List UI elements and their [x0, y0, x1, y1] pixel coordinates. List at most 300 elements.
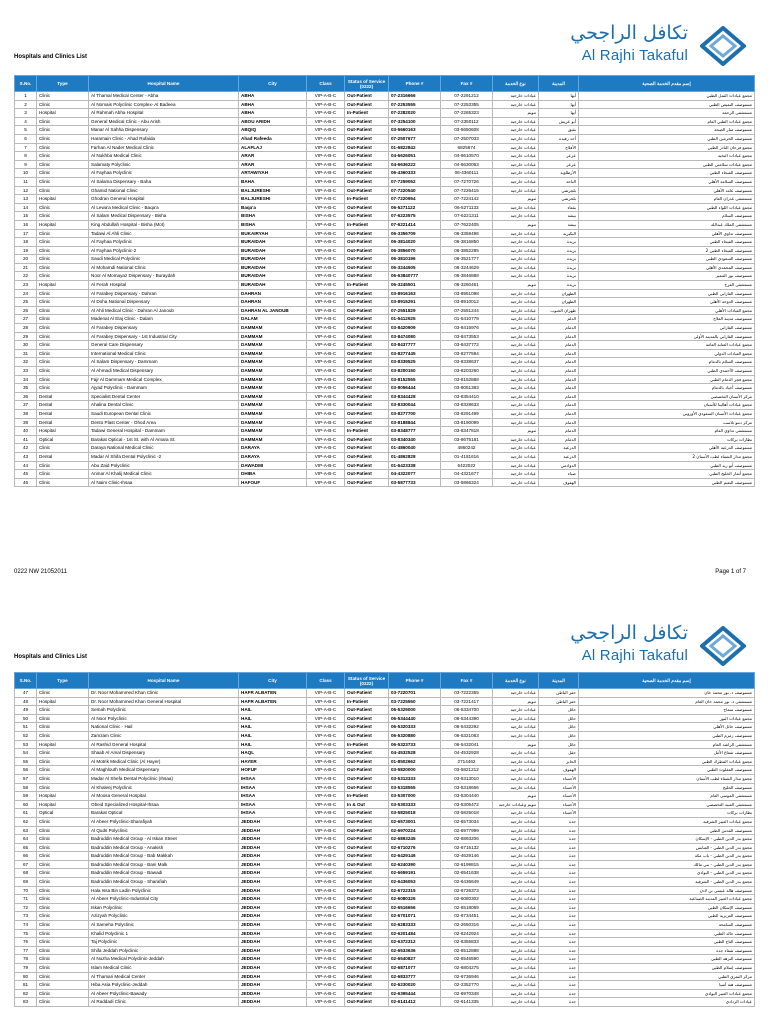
cell-service-type-ar: عيادات خارجية — [493, 706, 539, 715]
cell-sno: 76 — [15, 938, 37, 947]
table-row — [15, 697, 755, 706]
cell-class: VIP-A-B-C — [307, 160, 345, 169]
cell-provider-name-ar: مستوصف الخليج — [579, 783, 755, 792]
cell-status: Out-Patient — [345, 912, 389, 921]
cell-hospital-name: Al Abeer Polyclinic-Bawady — [89, 989, 239, 998]
cell-type: Clinic — [37, 989, 89, 998]
cell-class: VIP-A-B-C — [307, 117, 345, 126]
cell-status: Out-Patient — [345, 869, 389, 878]
cell-class: VIP-A-B-C — [307, 212, 345, 221]
cell-class: VIP-A-B-C — [307, 792, 345, 801]
cell-provider-name-ar: مستوصف النميص الطبي — [579, 100, 755, 109]
brand-name-english: Al Rajhi Takaful — [581, 647, 688, 664]
cell-provider-name-ar: مركز الأسنان التخصصي — [579, 392, 755, 401]
cell-status: Out-Patient — [345, 401, 389, 410]
cell-status: Out-Patient — [345, 375, 389, 384]
table-row — [15, 766, 755, 775]
cell-class: VIP-A-B-C — [307, 981, 345, 990]
cell-fax: 02-6573034 — [441, 817, 493, 826]
cell-status: In-Patient — [345, 281, 389, 290]
cell-city: JEDDAH — [239, 964, 307, 973]
cell-class: VIP-A-B-C — [307, 731, 345, 740]
cell-type: Clinic — [37, 886, 89, 895]
cell-provider-name-ar: نظارات بركات — [579, 809, 755, 818]
cell-sno: 37 — [15, 401, 37, 410]
column-header-provider-name-ar: إسم مقدم الخدمة الصحية — [579, 76, 755, 92]
cell-city-ar: بقعاء — [539, 203, 579, 212]
cell-sno: 36 — [15, 392, 37, 401]
cell-hospital-name: Al Ferah Hospital — [89, 281, 239, 290]
cell-sno: 28 — [15, 324, 37, 333]
cell-service-type-ar: عيادات خارجية — [493, 392, 539, 401]
cell-status: In-Patient — [345, 740, 389, 749]
cell-provider-name-ar: مجمع العيادات الأهلي — [579, 306, 755, 315]
cell-provider-name-ar: مستوصف الفارابي بالمدينة الأولى — [579, 332, 755, 341]
cell-sno: 26 — [15, 306, 37, 315]
cell-hospital-name: Iskan Polyclinic — [89, 903, 239, 912]
cell-class: VIP-A-B-C — [307, 152, 345, 161]
cell-phone: 03-5307000 — [389, 792, 441, 801]
cell-hospital-name: Al Ahmadi Medical Dispensary — [89, 367, 239, 376]
cell-fax: 03-5304440 — [441, 792, 493, 801]
table-row — [15, 324, 755, 333]
cell-service-type-ar: عيادات خارجية — [493, 324, 539, 333]
cell-status: Out-Patient — [345, 852, 389, 861]
cell-provider-name-ar: مستشفى العبيد التخصصي — [579, 800, 755, 809]
table-row — [15, 826, 755, 835]
cell-city-ar: بلجرشي — [539, 195, 579, 204]
cell-phone: 01-4862828 — [389, 452, 441, 461]
cell-service-type-ar: عيادات خارجية — [493, 998, 539, 1007]
cell-hospital-name: Al Thamari Medical Center — [89, 972, 239, 981]
cell-city-ar: الأحساء — [539, 800, 579, 809]
cell-city: BALJURESHI — [239, 186, 307, 195]
cell-class: VIP-A-B-C — [307, 714, 345, 723]
cell-hospital-name: Al Mohamdi National Clinic — [89, 263, 239, 272]
column-header-phone: Phone # — [389, 76, 441, 92]
cell-hospital-name: Shifa Jeddah Polyclinic — [89, 946, 239, 955]
cell-type: Hospital — [37, 427, 89, 436]
cell-service-type-ar: عيادات خارجية — [493, 255, 539, 264]
cell-class: VIP-A-B-C — [307, 100, 345, 109]
cell-city: DHIBA — [239, 470, 307, 479]
cell-class: VIP-A-B-C — [307, 401, 345, 410]
cell-sno: 25 — [15, 298, 37, 307]
cell-phone: 03-5877733 — [389, 478, 441, 487]
cell-sno: 20 — [15, 255, 37, 264]
cell-hospital-name: Al Naim Clinic-Ihsaa — [89, 478, 239, 487]
cell-status: Out-Patient — [345, 886, 389, 895]
table-row — [15, 835, 755, 844]
cell-service-type-ar: عيادات خارجية — [493, 929, 539, 938]
cell-service-type-ar: عيادات خارجية — [493, 852, 539, 861]
cell-provider-name-ar: مستوصف أجياد بالدمام — [579, 384, 755, 393]
cell-type: Clinic — [37, 860, 89, 869]
table-row — [15, 955, 755, 964]
cell-provider-name-ar: مستوصف سماح — [579, 706, 755, 715]
cell-class: VIP-A-B-C — [307, 835, 345, 844]
column-header-provider-name-ar: إسم مقدم الخدمة الصحية — [579, 673, 755, 689]
cell-sno: 2 — [15, 100, 37, 109]
providers-table-page-1 — [14, 75, 755, 487]
cell-status: Out-Patient — [345, 117, 389, 126]
cell-type: Clinic — [37, 229, 89, 238]
cell-service-type-ar: عيادات خارجية — [493, 272, 539, 281]
cell-status: Out-Patient — [345, 835, 389, 844]
cell-hospital-name: Badruddin Medical Group - Bani Malk — [89, 860, 239, 869]
cell-hospital-name: Al Nomais Polyclinic Complex- Al Badeea — [89, 100, 239, 109]
cell-provider-name-ar: مستوصف الفيحاء الطبي — [579, 238, 755, 247]
cell-provider-name-ar: مستوصف النزهة الطبي — [579, 955, 755, 964]
cell-hospital-name: General Medical Clinic - Abu Arish — [89, 117, 239, 126]
cell-type: Hospital — [37, 792, 89, 801]
cell-hospital-name: Hala Issa Bin Ladin Polyclinic — [89, 886, 239, 895]
cell-sno: 67 — [15, 860, 37, 869]
cell-city: BURAIDAH — [239, 272, 307, 281]
cell-fax: 06-3244629 — [441, 263, 493, 272]
cell-fax: 07-7270726 — [441, 177, 493, 186]
table-row — [15, 281, 755, 290]
cell-city-ar: أبها — [539, 92, 579, 101]
cell-city: JEDDAH — [239, 912, 307, 921]
cell-city: JEDDAH — [239, 929, 307, 938]
cell-city: DAMMAM — [239, 367, 307, 376]
cell-sno: 52 — [15, 731, 37, 740]
table-row — [15, 809, 755, 818]
cell-type: Clinic — [37, 470, 89, 479]
cell-type: Clinic — [37, 938, 89, 947]
cell-provider-name-ar: مستوصف الفارابي — [579, 324, 755, 333]
cell-sno: 47 — [15, 689, 37, 698]
cell-city: ABHA — [239, 109, 307, 118]
cell-sno: 6 — [15, 134, 37, 143]
cell-class: VIP-A-B-C — [307, 938, 345, 947]
cell-type: Clinic — [37, 152, 89, 161]
cell-provider-name-ar: مستوصف نور المميز — [579, 272, 755, 281]
brand-logo — [570, 622, 746, 670]
cell-class: VIP-A-B-C — [307, 843, 345, 852]
cell-city: Baqa'a — [239, 203, 307, 212]
cell-sno: 54 — [15, 749, 37, 758]
cell-type: Clinic — [37, 160, 89, 169]
cell-phone: 02-6533636 — [389, 946, 441, 955]
table-row — [15, 714, 755, 723]
cell-type: Hospital — [37, 220, 89, 229]
table-row — [15, 100, 755, 109]
cell-hospital-name: Barakat Optical - 1st St. with Al Amara St. — [89, 435, 239, 444]
cell-sno: 61 — [15, 809, 37, 818]
cell-type: Optical — [37, 809, 89, 818]
cell-type: Clinic — [37, 169, 89, 178]
cell-hospital-name: Shaab Al Amal Dispensary — [89, 749, 239, 758]
table-row — [15, 177, 755, 186]
cell-city: HAYER — [239, 757, 307, 766]
cell-type: Clinic — [37, 306, 89, 315]
table-row — [15, 418, 755, 427]
cell-phone: 03-8339525 — [389, 358, 441, 367]
cell-status: Out-Patient — [345, 955, 389, 964]
column-header-status: Status of Service (0222) — [345, 76, 389, 92]
cell-type: Clinic — [37, 186, 89, 195]
cell-city: DAMMAM — [239, 392, 307, 401]
cell-service-type-ar: عيادات خارجية — [493, 757, 539, 766]
table-row — [15, 783, 755, 792]
cell-status: Out-Patient — [345, 358, 389, 367]
cell-fax: 03-8152888 — [441, 375, 493, 384]
cell-hospital-name: Dento Plast Center - Ohod Area — [89, 418, 239, 427]
cell-status: Out-Patient — [345, 229, 389, 238]
table-row — [15, 461, 755, 470]
cell-service-type-ar: عيادات خارجية — [493, 452, 539, 461]
cell-type: Clinic — [37, 749, 89, 758]
cell-status: Out-Patient — [345, 998, 389, 1007]
cell-city-ar: حفر الباطن — [539, 689, 579, 698]
cell-fax: 03-8277594 — [441, 349, 493, 358]
cell-city-ar: حائل — [539, 706, 579, 715]
cell-type: Clinic — [37, 384, 89, 393]
cell-city-ar: بريدة — [539, 272, 579, 281]
cell-class: VIP-A-B-C — [307, 341, 345, 350]
cell-phone: 06-63840777 — [389, 272, 441, 281]
cell-phone: 07-2316666 — [389, 92, 441, 101]
cell-city-ar: حفر الباطن — [539, 697, 579, 706]
cell-sno: 19 — [15, 246, 37, 255]
cell-provider-name-ar: مجمع عيادات الطبي العام — [579, 117, 755, 126]
cell-phone: 02-6833777 — [389, 972, 441, 981]
cell-type: Clinic — [37, 238, 89, 247]
cell-fax: 02-6734451 — [441, 912, 493, 921]
cell-city-ar: جدة — [539, 895, 579, 904]
cell-provider-name-ar: مجمع فرحان النادر الطبي — [579, 143, 755, 152]
column-header-service-type-ar: نوع الخدمة — [493, 673, 539, 689]
cell-phone: 02-6540827 — [389, 955, 441, 964]
cell-service-type-ar: عيادات خارجية — [493, 461, 539, 470]
cell-phone: 03-8277700 — [389, 409, 441, 418]
cell-service-type-ar: عيادات خارجية — [493, 358, 539, 367]
table-row — [15, 912, 755, 921]
cell-sno: 29 — [15, 332, 37, 341]
cell-hospital-name: Al Fayhaa Polyclinic — [89, 169, 239, 178]
cell-provider-name-ar: مجمع عيادات العبير البوادي — [579, 989, 755, 998]
cell-fax: 02-6141335 — [441, 998, 493, 1007]
cell-status: Out-Patient — [345, 714, 389, 723]
table-row — [15, 964, 755, 973]
cell-city: JEDDAH — [239, 895, 307, 904]
cell-fax: 06-5321063 — [441, 731, 493, 740]
cell-city: JEDDAH — [239, 946, 307, 955]
cell-fax: 03-5318666 — [441, 783, 493, 792]
cell-type: Clinic — [37, 289, 89, 298]
cell-provider-name-ar: مجمع عيادات أهالينا للأسنان — [579, 401, 755, 410]
table-row — [15, 229, 755, 238]
cell-city: DAMMAM — [239, 324, 307, 333]
cell-sno: 22 — [15, 272, 37, 281]
cell-status: Out-Patient — [345, 706, 389, 715]
cell-provider-name-ar: مستشفى الفرح — [579, 281, 755, 290]
cell-sno: 34 — [15, 375, 37, 384]
cell-city: HAIL — [239, 714, 307, 723]
cell-type: Clinic — [37, 375, 89, 384]
cell-fax: 03-8354410 — [441, 392, 493, 401]
table-row — [15, 152, 755, 161]
cell-sno: 35 — [15, 384, 37, 393]
cell-status: In-Patient — [345, 792, 389, 801]
cell-hospital-name: Saudi Medical Polyclinic — [89, 255, 239, 264]
table-row — [15, 972, 755, 981]
cell-city: BURAIDAH — [239, 238, 307, 247]
cell-city-ar: جدة — [539, 955, 579, 964]
cell-type: Clinic — [37, 895, 89, 904]
cell-hospital-name: Noor Al Momayaz Dispensary - Buraydah — [89, 272, 239, 281]
cell-fax: 02-6355833 — [441, 938, 493, 947]
cell-hospital-name: Al Maghlouth Medical Dispensary — [89, 766, 239, 775]
cell-service-type-ar: عيادات خارجية — [493, 315, 539, 324]
cell-phone: 04-6626051 — [389, 152, 441, 161]
cell-sno: 33 — [15, 367, 37, 376]
cell-status: Out-Patient — [345, 126, 389, 135]
cell-city: HAFOUF — [239, 478, 307, 487]
cell-status: Out-Patient — [345, 895, 389, 904]
cell-city: IHSAA — [239, 792, 307, 801]
cell-status: Out-Patient — [345, 238, 389, 247]
cell-class: VIP-A-B-C — [307, 92, 345, 101]
cell-status: Out-Patient — [345, 384, 389, 393]
cell-city: ARAR — [239, 160, 307, 169]
cell-city: JEDDAH — [239, 852, 307, 861]
cell-class: VIP-A-B-C — [307, 955, 345, 964]
cell-class: VIP-A-B-C — [307, 757, 345, 766]
cell-fax: 02-6541638 — [441, 869, 493, 878]
cell-phone: 06-3810196 — [389, 255, 441, 264]
cell-service-type-ar: عيادات خارجية — [493, 289, 539, 298]
cell-provider-name-ar: مستشفى الراشد العام — [579, 740, 755, 749]
cell-sno: 12 — [15, 186, 37, 195]
cell-city-ar: الدمام — [539, 367, 579, 376]
cell-provider-name-ar: مستوصف خالد الطبي — [579, 929, 755, 938]
cell-fax: 07-2291212 — [441, 92, 493, 101]
cell-type: Clinic — [37, 946, 89, 955]
cell-service-type-ar: عيادات خارجية — [493, 774, 539, 783]
cell-phone: 07-2282020 — [389, 109, 441, 118]
cell-status: Out-Patient — [345, 263, 389, 272]
cell-type: Clinic — [37, 903, 89, 912]
cell-city: HAIL — [239, 740, 307, 749]
cell-hospital-name: Dr. Noor Mohammed Khan Clinic — [89, 689, 239, 698]
cell-city-ar: الأحساء — [539, 809, 579, 818]
cell-type: Clinic — [37, 869, 89, 878]
table-row — [15, 895, 755, 904]
cell-type: Clinic — [37, 766, 89, 775]
cell-class: VIP-A-B-C — [307, 444, 345, 453]
cell-city: HAIL — [239, 731, 307, 740]
brand-name-arabic: تكافل الراجحي — [570, 622, 688, 644]
cell-phone: 01-5412925 — [389, 315, 441, 324]
cell-fax: 03-5825018 — [441, 809, 493, 818]
cell-phone: 07-3254100 — [389, 117, 441, 126]
table-header-row — [15, 76, 755, 92]
table-row — [15, 800, 755, 809]
cell-hospital-name: Badruddin Medical Group - Bawadi — [89, 869, 239, 878]
cell-status: Out-Patient — [345, 392, 389, 401]
cell-type: Clinic — [37, 689, 89, 698]
table-row — [15, 392, 755, 401]
cell-sno: 74 — [15, 921, 37, 930]
cell-phone: 03-8915291 — [389, 298, 441, 307]
cell-provider-name-ar: مستوصف أبو زيد الطبي — [579, 461, 755, 470]
cell-fax: 06-3846888 — [441, 272, 493, 281]
cell-fax: 07-7622405 — [441, 220, 493, 229]
cell-provider-name-ar: مجمع أنمار الخليج الطبي — [579, 470, 755, 479]
cell-type: Clinic — [37, 358, 89, 367]
cell-phone: 03-5660163 — [389, 126, 441, 135]
cell-hospital-name: Salamaty Polyclinic — [89, 160, 239, 169]
cell-provider-name-ar: مستوصف المغلوث الطبي — [579, 766, 755, 775]
cell-city-ar: الحاير — [539, 757, 579, 766]
cell-provider-name-ar: مستوصف الدرعية الأهلي — [579, 444, 755, 453]
table-header-row — [15, 673, 755, 689]
cell-class: VIP-A-B-C — [307, 246, 345, 255]
cell-city-ar: بريدة — [539, 255, 579, 264]
cell-class: VIP-A-B-C — [307, 229, 345, 238]
cell-fax: 06-5432041 — [441, 740, 493, 749]
cell-sno: 80 — [15, 972, 37, 981]
cell-service-type-ar: عيادات خارجية — [493, 714, 539, 723]
cell-city: DAMMAM — [239, 358, 307, 367]
table-row — [15, 375, 755, 384]
cell-city: DARAYA — [239, 444, 307, 453]
cell-phone: 07-2551829 — [389, 306, 441, 315]
cell-city-ar: جدة — [539, 912, 579, 921]
cell-provider-name-ar: مجمع مدار الشفاء لطب الأسنان — [579, 774, 755, 783]
cell-phone: 02-6659191 — [389, 869, 441, 878]
cell-status: Out-Patient — [345, 332, 389, 341]
cell-provider-name-ar: مركز دنتو بلاست — [579, 418, 755, 427]
cell-status: Out-Patient — [345, 409, 389, 418]
cell-city: BUKAIRYAH — [239, 229, 307, 238]
cell-service-type-ar: عيادات خارجية — [493, 152, 539, 161]
cell-hospital-name: Al Salama Dispensary - Baha — [89, 177, 239, 186]
cell-status: In-Patient — [345, 220, 389, 229]
cell-provider-name-ar: مستوصف زمزم الطبي — [579, 731, 755, 740]
table-row — [15, 255, 755, 264]
table-row — [15, 117, 755, 126]
cell-service-type-ar: عيادات خارجية — [493, 177, 539, 186]
cell-fax: 03-8951098 — [441, 289, 493, 298]
cell-fax: 04-6630063 — [441, 160, 493, 169]
cell-hospital-name: Al Ahli Medical Clinic - Dahran Al Janoub — [89, 306, 239, 315]
table-row — [15, 689, 755, 698]
cell-fax: 03-8437772 — [441, 341, 493, 350]
column-header-hospital-name: Hospital Name — [89, 673, 239, 689]
cell-sno: 71 — [15, 895, 37, 904]
table-row — [15, 998, 755, 1007]
cell-type: Hospital — [37, 195, 89, 204]
cell-status: In-Patient — [345, 427, 389, 436]
cell-class: VIP-A-B-C — [307, 255, 345, 264]
cell-hospital-name: Badruddin Medical Group - Anakish — [89, 843, 239, 852]
cell-fax: 02-6977999 — [441, 826, 493, 835]
cell-sno: 16 — [15, 220, 37, 229]
cell-type: Clinic — [37, 774, 89, 783]
cell-phone: 03-8152555 — [389, 375, 441, 384]
cell-status: Out-Patient — [345, 100, 389, 109]
cell-hospital-name: Semah Polyclinic — [89, 706, 239, 715]
cell-hospital-name: Specialist Dental Center — [89, 392, 239, 401]
cell-sno: 62 — [15, 817, 37, 826]
cell-city-ar: الدمام — [539, 427, 579, 436]
cell-status: Out-Patient — [345, 212, 389, 221]
cell-type: Clinic — [37, 246, 89, 255]
